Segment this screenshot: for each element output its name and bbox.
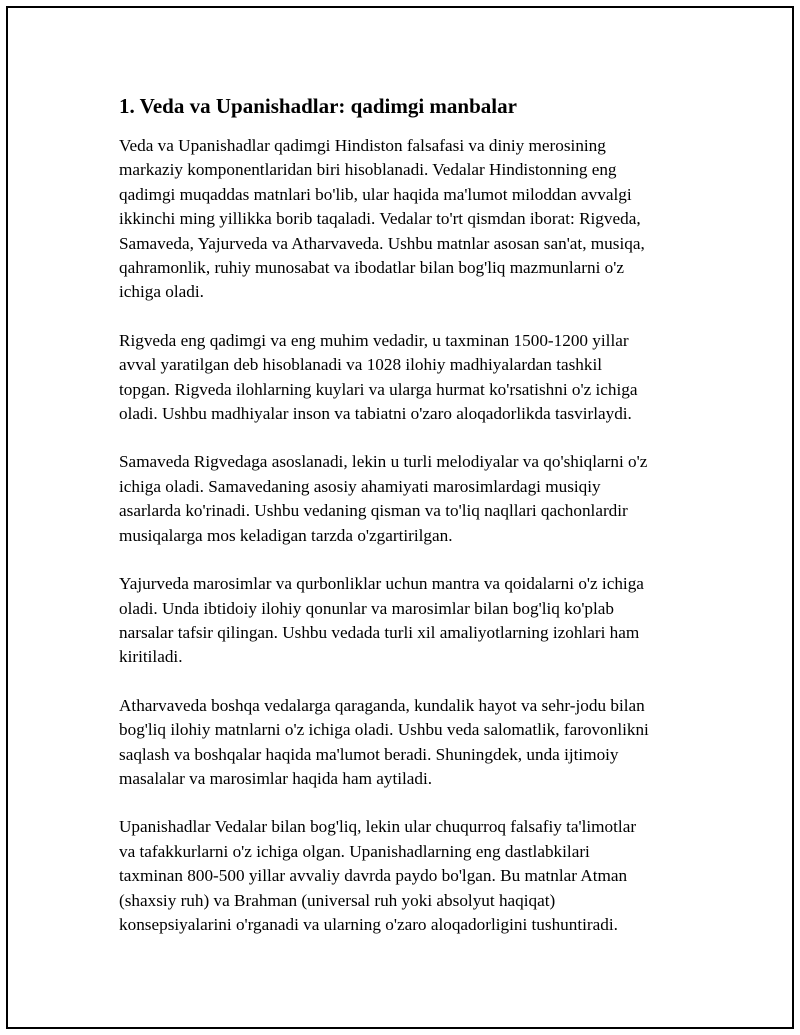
- document-content: [119, 93, 719, 961]
- paragraph-atharvaveda: Atharvaveda boshqa vedalarga qaraganda, kundalik hayot va sehr-jodu bilan bog'liq ilohiy matnlarni o'z ichiga oladi. Ushbu veda salomatlik, farovonlikni saqlash va boshqalar haqida ma'lumot beradi. Shuningdek, unda ijtimoiy masalalar va marosimlar haqida ham aytiladi.: [119, 695, 649, 788]
- paragraph-rigveda: Rigveda eng qadimgi va eng muhim vedadir, u taxminan 1500-1200 yillar avval yaratilgan deb hisoblanadi va 1028 ilohiy madhiyalardan tashkil topgan. Rigveda ilohlarning kuylari va ularga hurmat ko'rsatishni o'z ichiga oladi. Ushbu madhiyalar inson va tabiatni o'zaro aloqadorlikda tasvirlaydi.: [119, 330, 638, 424]
- paragraph-vedas-intro: Veda va Upanishadlar qadimgi Hindiston falsafasi va diniy merosining markaziy komponentlaridan biri hisoblanadi. Vedalar Hindistonning eng qadimgi muqaddas matnlari bo'lib, ular haqida ma'lumot miloddan avvalgi ikkinchi ming yillikka borib taqaladi. Vedalar to'rt qismdan iborat: Rigveda, Samaveda, Yajurveda va Atharvaveda. Ushbu matnlar asosan san'at, musiqa, qahramonlik, ruhiy munosabat va ibodatlar bilan bog'liq mazmunlarni o'z ichiga oladi.: [119, 136, 645, 302]
- paragraph-upanishads: Upanishadlar Vedalar bilan bog'liq, lekin ular chuqurroq falsafiy ta'limotlar va tafakkurlarni o'z ichiga olgan. Upanishadlarning eng dastlabkilari taxminan 800-500 yillar avvaliy davrda paydo bo'lgan. Bu matnlar Atman (shaxsiy ruh) va Brahman (universal ruh yoki absolyut haqiqat) konsepsiyalarini o'rganadi va ularning o'zaro aloqadorligini tushuntiradi.: [119, 817, 637, 934]
- section-heading: 1. Veda va Upanishadlar: qadimgi manbalar: [119, 94, 517, 118]
- paragraph-yajurveda: Yajurveda marosimlar va qurbonliklar uchun mantra va qoidalarni o'z ichiga oladi. Unda ibtidoiy ilohiy qonunlar va marosimlar bilan bog'liq ko'plab narsalar tafsir qilingan. Ushbu vedada turli xil amaliyotlarning izohlari ham kiritiladi.: [119, 574, 644, 667]
- page-frame: [6, 6, 794, 1029]
- paragraph-samaveda: Samaveda Rigvedaga asoslanadi, lekin u turli melodiyalar va qo'shiqlarni o'z ichiga oladi. Samavedaning asosiy ahamiyati marosimlardagi musiqiy asarlarda ko'rinadi. Ushbu vedaning qisman va to'liq naqllari qachonlardir musiqalarga mos keladigan tarzda o'zgartirilgan.: [119, 452, 648, 545]
